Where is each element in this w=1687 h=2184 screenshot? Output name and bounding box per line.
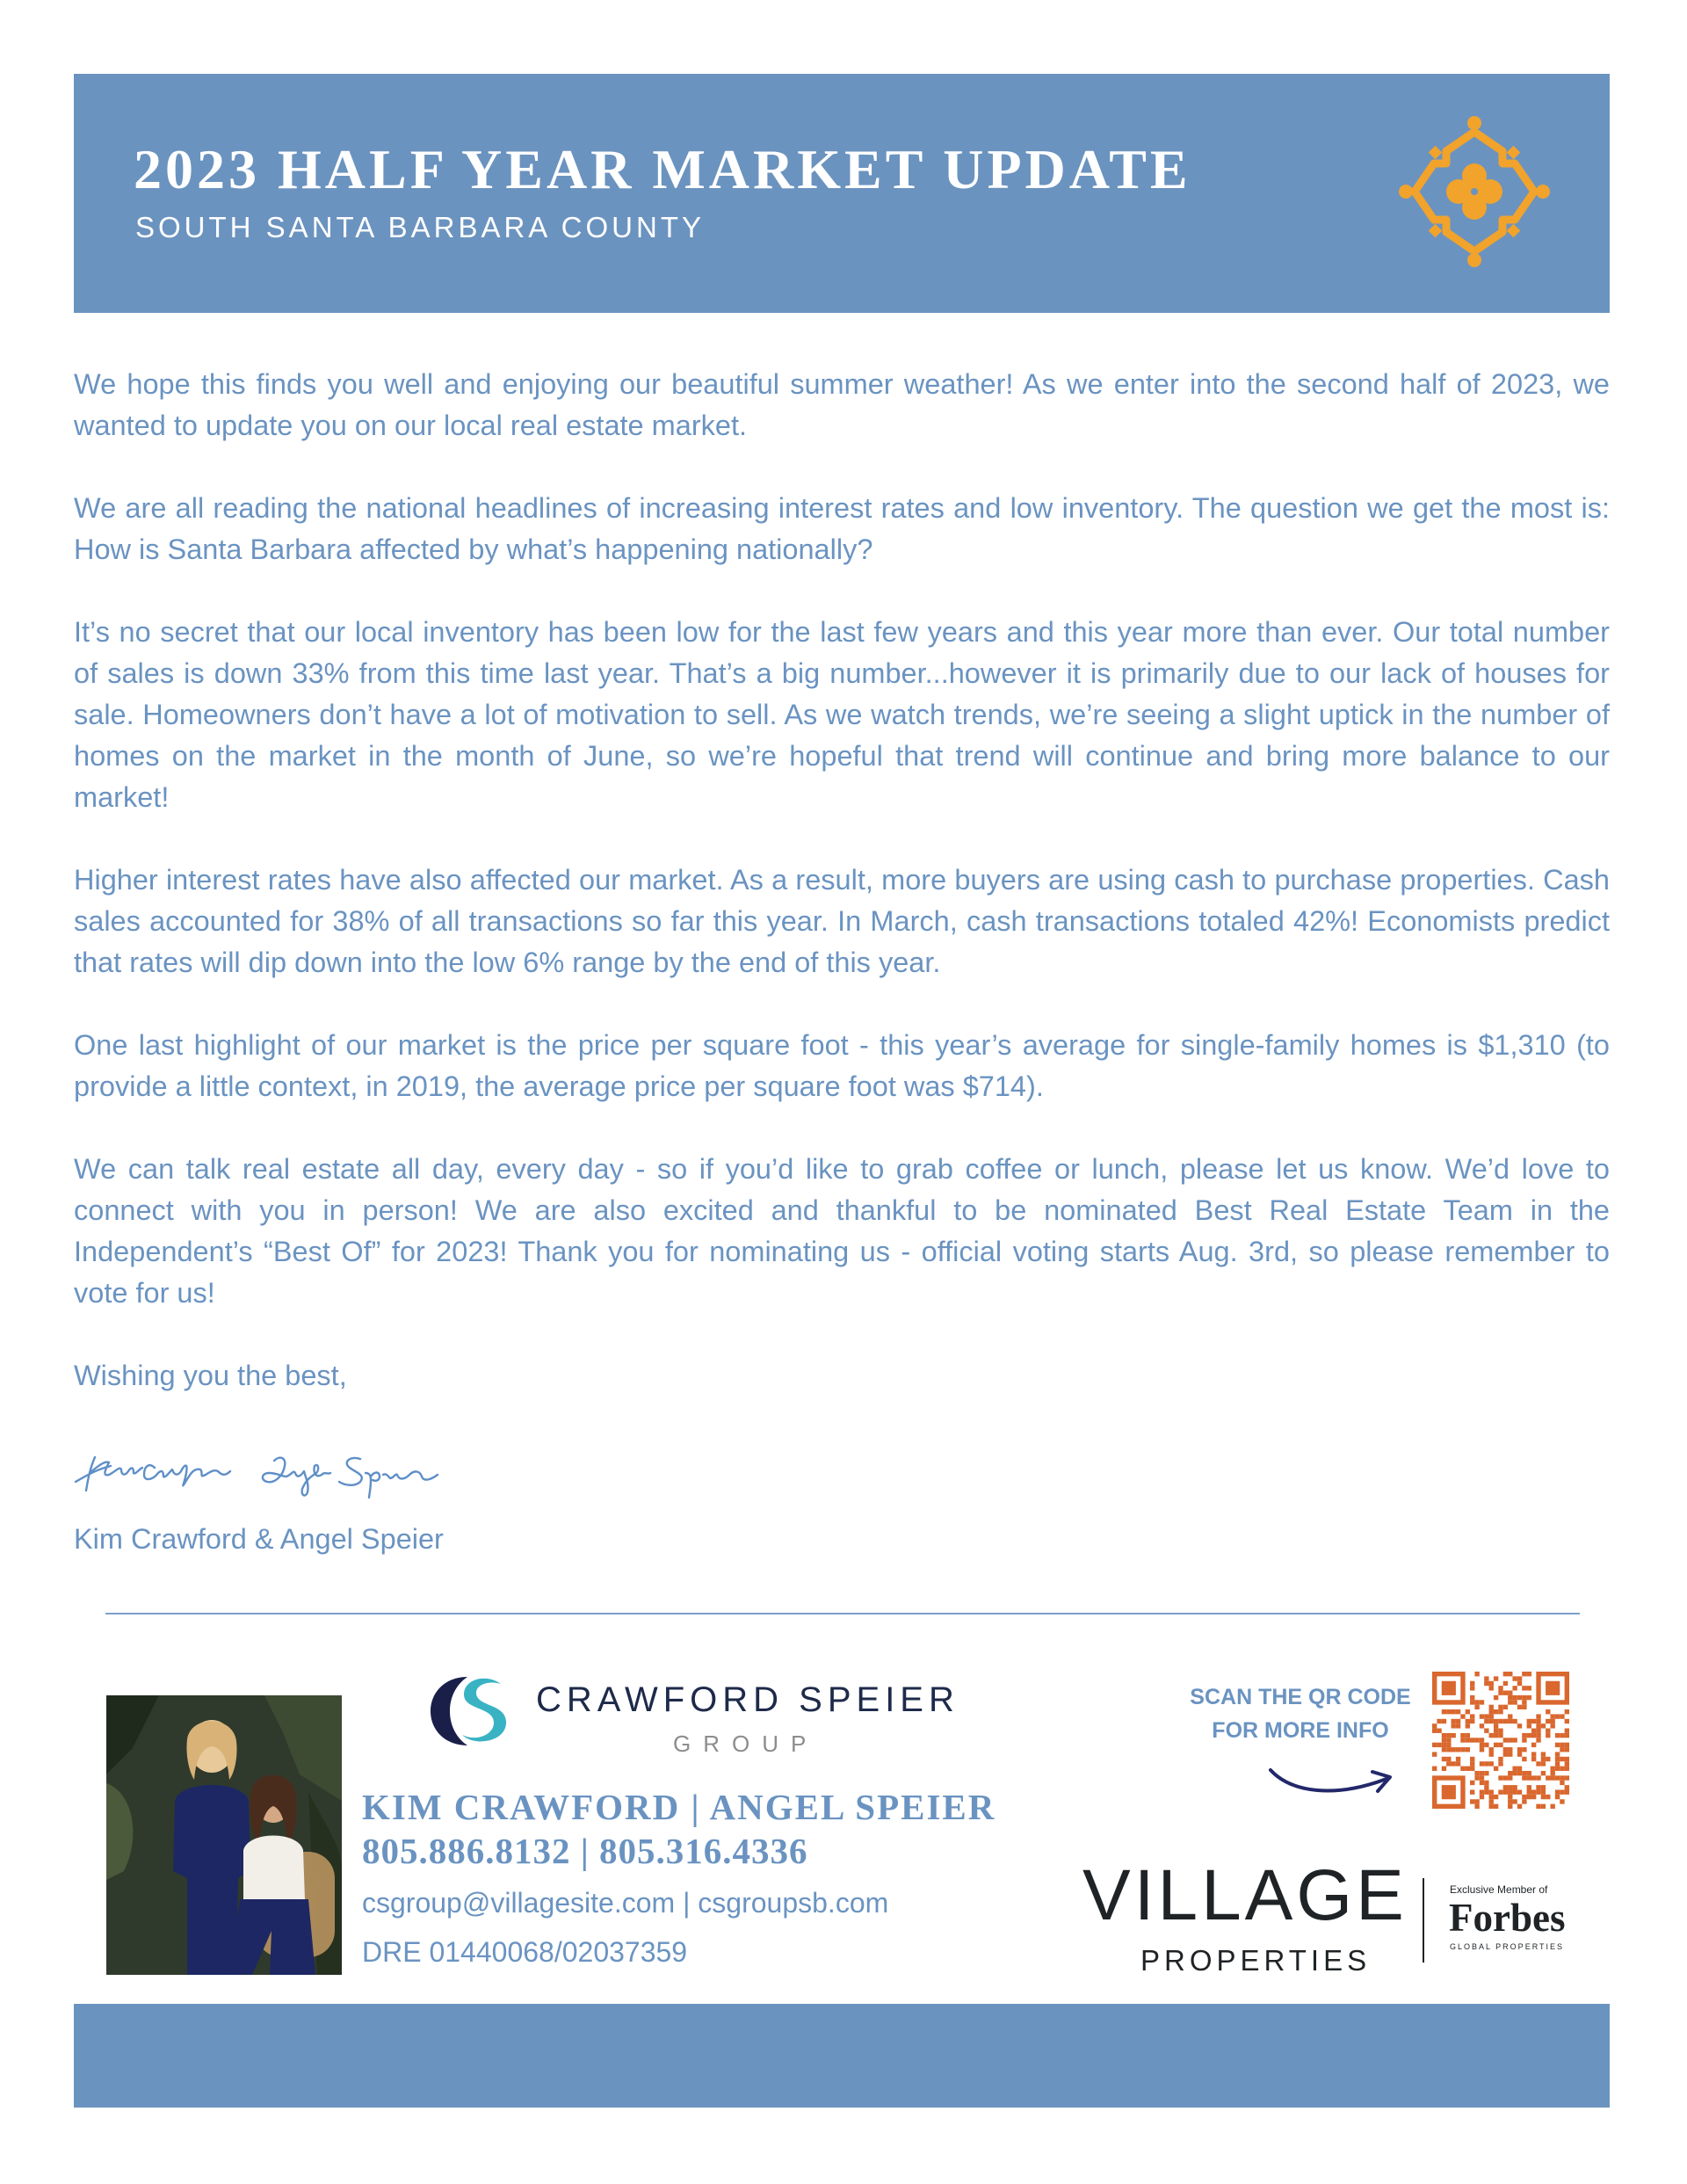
- footer-banner: [74, 2004, 1610, 2108]
- qr-code[interactable]: [1432, 1672, 1569, 1809]
- qr-caption-line: FOR MORE INFO: [1212, 1718, 1389, 1743]
- team-photo: [106, 1695, 342, 1975]
- header-banner: [74, 74, 1610, 313]
- forbes-member-text: Exclusive Member of: [1450, 1883, 1548, 1896]
- qr-caption: [1169, 1680, 1432, 1747]
- letter-paragraph: We are all reading the national headlines of increasing interest rates and low inventory. The question we get the most is: How is Santa Barbara affected by what’s happening nationally?: [74, 492, 1610, 565]
- qr-caption-line: SCAN THE QR CODE: [1190, 1685, 1411, 1709]
- forbes-logo: Forbes: [1449, 1896, 1566, 1940]
- curved-arrow-icon: [1265, 1761, 1397, 1805]
- letter-paragraph: We can talk real estate all day, every day - so if you’d like to grab coffee or lunch, please let us know. We’d love to connect with you in person! We are also excited and thankful to be nominated Best Real Estate Team in the Independent’s “Best Of” for 2023! Thank you for nominating us - official voting starts Aug. 3rd, so please remember to vote for us!: [74, 1153, 1610, 1309]
- contact-email-website[interactable]: csgroup@villagesite.com | csgroupsb.com: [362, 1887, 889, 1919]
- handwritten-signatures: [70, 1431, 466, 1501]
- brand-group: GROUP: [673, 1731, 819, 1757]
- letter-paragraph: It’s no secret that our local inventory has been low for the last few years and this year more than ever. Our total number of sales is down 33% from this time last year. That’s a big number...however it is primarily due to our lack of houses for sale. Homeowners don’t have a lot of motivation to sell. As we watch trends, we’re seeing a slight uptick in the number of homes on the market in the month of June, so we’re hopeful that trend will continue and bring more balance to our market!: [74, 616, 1610, 813]
- village-subtitle: PROPERTIES: [1140, 1944, 1372, 1977]
- forbes-global-text: GLOBAL PROPERTIES: [1450, 1942, 1565, 1951]
- orange-quatrefoil-tile-icon: [1395, 112, 1553, 271]
- letter-closing: Wishing you the best,: [74, 1360, 347, 1391]
- dre-license-numbers: DRE 01440068/02037359: [362, 1936, 688, 1968]
- agent-names: KIM CRAWFORD | ANGEL SPEIER: [362, 1787, 996, 1827]
- section-divider: [105, 1613, 1580, 1614]
- agent-phones: 805.886.8132 | 805.316.4336: [362, 1831, 808, 1871]
- page-subtitle: SOUTH SANTA BARBARA COUNTY: [135, 211, 705, 243]
- letter-paragraph: One last highlight of our market is the price per square foot - this year’s average for single-family homes is $1,310 (to provide a little context, in 2019, the average price per square foot was $714).: [74, 1029, 1610, 1102]
- cs-monogram-icon: [425, 1672, 513, 1751]
- logo-separator: [1423, 1878, 1424, 1963]
- signer-names: Kim Crawford & Angel Speier: [74, 1523, 444, 1555]
- brand-name: CRAWFORD SPEIER: [536, 1680, 959, 1719]
- letter-body: [74, 364, 1610, 1397]
- village-logo: VILLAGE: [1082, 1855, 1408, 1935]
- letter-paragraph: We hope this finds you well and enjoying our beautiful summer weather! As we enter into the second half of 2023, we wanted to update you on our local real estate market.: [74, 368, 1610, 441]
- page-title: 2023 HALF YEAR MARKET UPDATE: [134, 138, 1191, 200]
- letter-paragraph: Higher interest rates have also affected our market. As a result, more buyers are using cash to purchase properties. Cash sales accounted for 38% of all transactions so far this year. In March, cash transactions totaled 42%! Economists predict that rates will dip down into the low 6% range by the end of this year.: [74, 864, 1610, 978]
